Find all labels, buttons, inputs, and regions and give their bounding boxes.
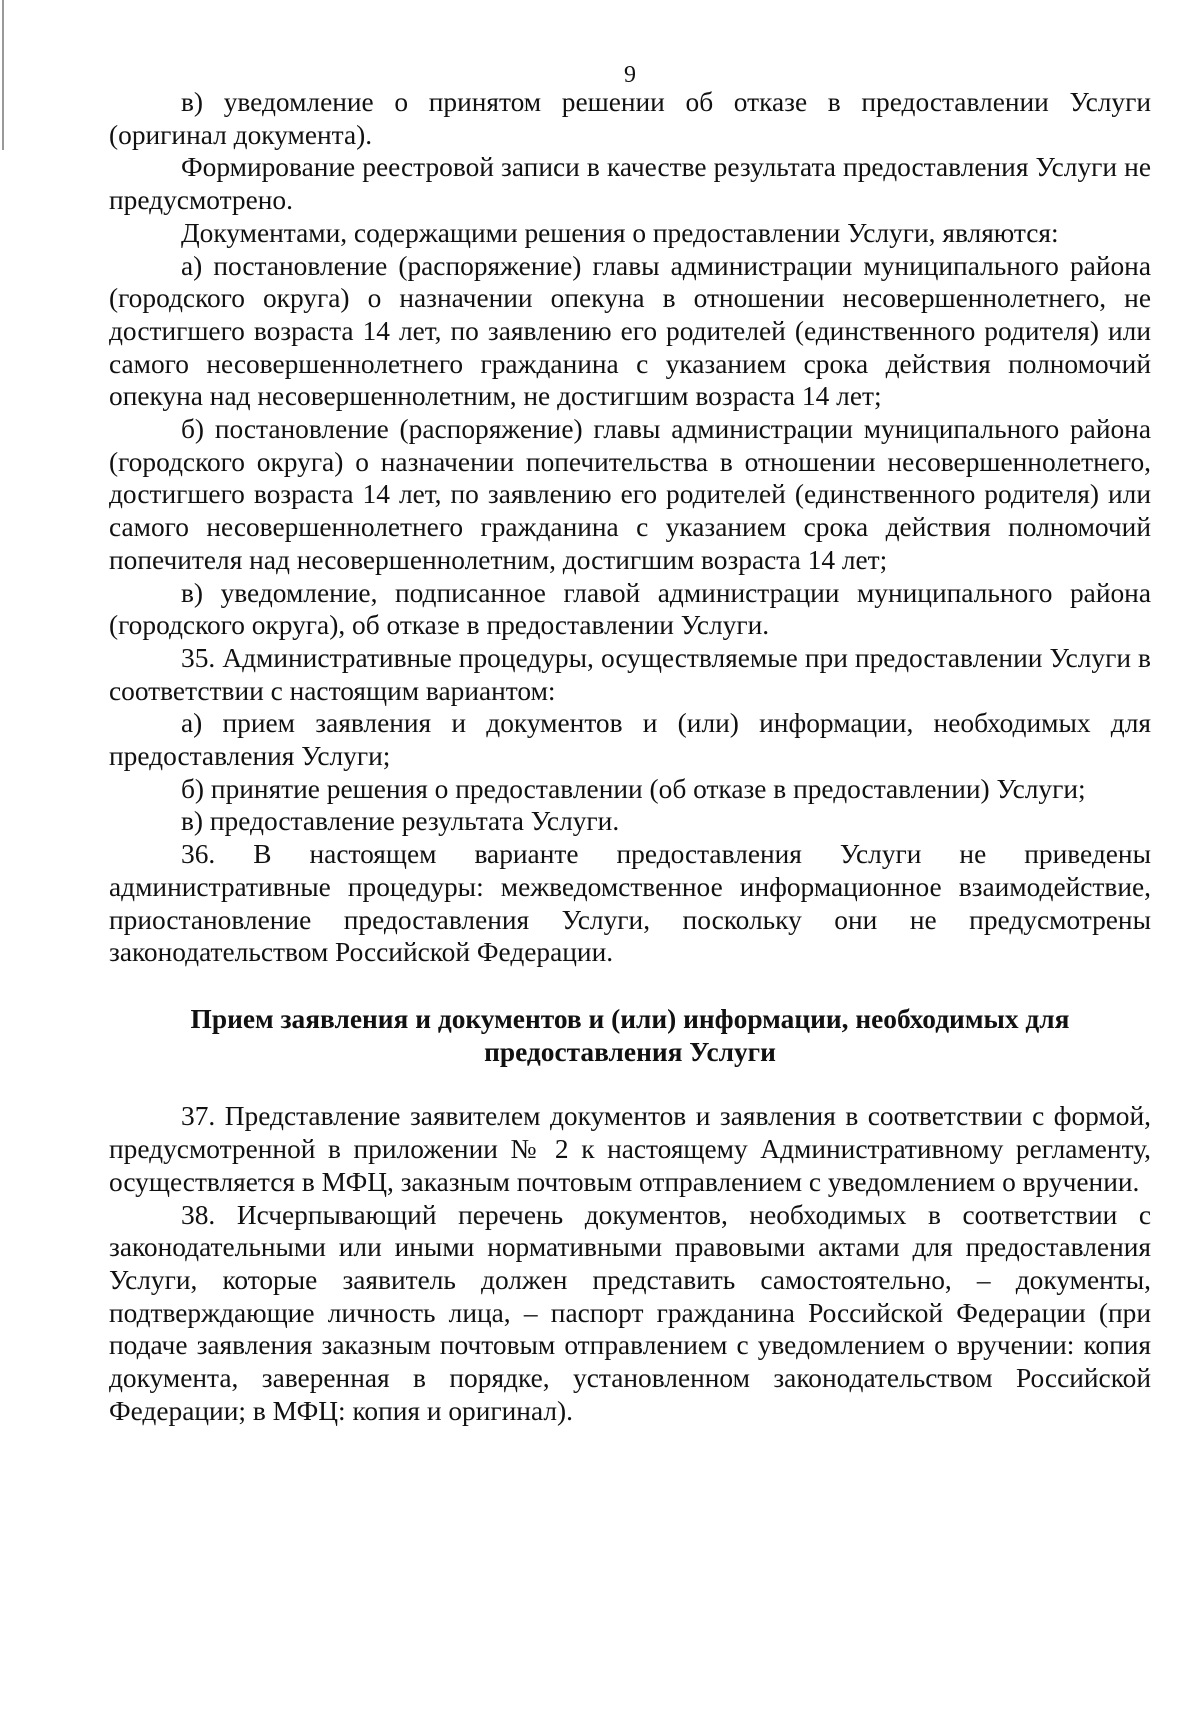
section-heading: Прием заявления и документов и (или) информации, необходимых для предоставления Услуги xyxy=(190,1003,1070,1067)
paragraph-35-b: б) принятие решения о предоставлении (об отказе в предоставлении) Услуги; xyxy=(181,773,1086,804)
paragraph-a-guardian-decree: а) постановление (распоряжение) главы администрации муниципального района (городского округа) о назначении опекуна в отношении несовершеннолетнего, не достигшего возраста 14 лет, по заявлению его родителей (единственного родителя) или самого несовершеннолетнего гражданина с указанием срока действия полномочий опекуна над несовершеннолетним, не достигшим возраста 14 лет; xyxy=(109,250,1151,412)
paragraph-v-signed-refusal: в) уведомление, подписанное главой администрации муниципального района (городского округа), об отказе в предоставлении Услуги. xyxy=(109,577,1151,641)
paragraph-37: 37. Представление заявителем документов и заявления в соответствии с формой, предусмотренной в приложении № 2 к настоящему Административному регламенту, осуществляется в МФЦ, заказным почтовым отправлением с уведомлением о вручении. xyxy=(109,1101,1151,1197)
paragraph-v-notification-refusal: в) уведомление о принятом решении об отказе в предоставлении Услуги (оригинал документа). xyxy=(109,87,1151,150)
paragraph-35-v: в) предоставление результата Услуги. xyxy=(181,806,620,837)
paragraph-b-trusteeship-decree: б) постановление (распоряжение) главы администрации муниципального района (городского округа) о назначении попечительства в отношении несовершеннолетнего, достигшего возраста 14 лет, по заявлению его родителей (единственного родителя) или самого несовершеннолетнего гражданина с указанием срока действия полномочий попечителя над несовершеннолетним, достигшим возраста 14 лет; xyxy=(109,414,1151,575)
page-number: 9 xyxy=(624,62,636,88)
paragraph-registry-record: Формирование реестровой записи в качестве результата предоставления Услуги не предусмотрено. xyxy=(109,152,1151,216)
paragraph-35-procedures: 35. Административные процедуры, осуществляемые при предоставлении Услуги в соответствии с настоящим вариантом: xyxy=(109,642,1151,706)
document-body xyxy=(109,86,1151,1427)
paragraph-36: 36. В настоящем варианте предоставления Услуги не приведены административные процедуры: межведомственное информационное взаимодействие, приостановление предоставления Услуги, поскольку они не предусмотрены законодательством Российской Федерации. xyxy=(109,839,1151,968)
paragraph-decision-documents: Документами, содержащими решения о предоставлении Услуги, являются: xyxy=(181,217,1059,248)
paragraph-38: 38. Исчерпывающий перечень документов, необходимых в соответствии с законодательными или иными нормативными правовыми актами для предоставления Услуги, которые заявитель должен представить самостоятельно, – документы, подтверждающие личность лица, – паспорт гражданина Российской Федерации (при подаче заявления заказным почтовым отправлением с уведомлением о вручении: копия документа, заверенная в порядке, установленном законодательством Российской Федерации; в МФЦ: копия и оригинал). xyxy=(109,1199,1151,1426)
paragraph-35-a: а) прием заявления и документов и (или) информации, необходимых для предоставления Услуги; xyxy=(109,708,1151,772)
